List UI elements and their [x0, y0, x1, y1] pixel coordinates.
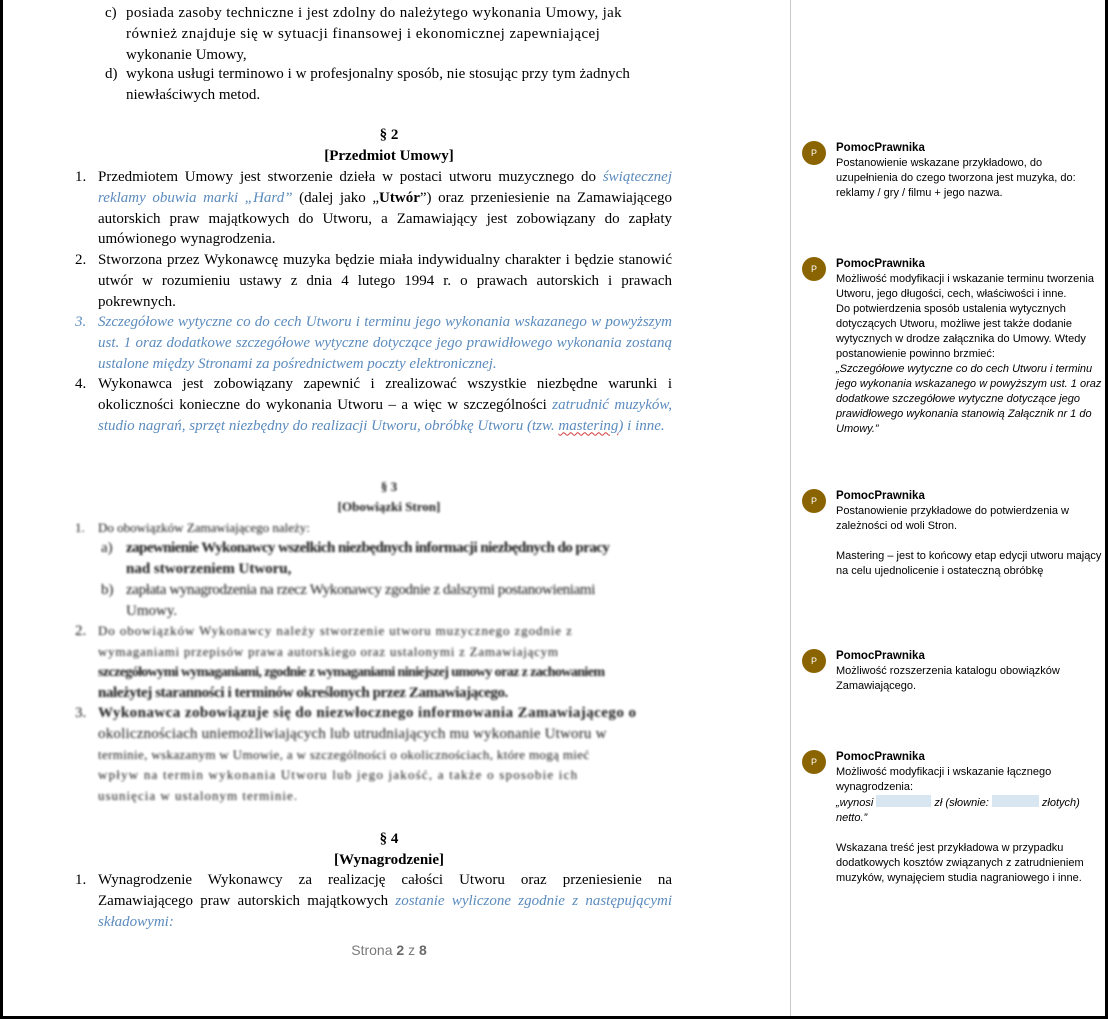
list-item-d-line: niewłaściwych metod. [126, 86, 261, 103]
text-run: ”) oraz przeniesienie na Zamawiającego autorskich praw majątkowych do Utworu, a Zamawiający jest zobowiązany do zapłaty umówionego wynagrodzenia. [98, 189, 672, 248]
comment-text: Wskazana treść jest przykładowa w przypadku dodatkowych kosztów związanych z zatrudnieniem muzyków, wynajęciem studia nagraniowego i inne. [836, 842, 1084, 884]
section-3-title: [Obowiązki Stron] [337, 499, 441, 514]
list-item-c-line: wykonanie Umowy, [126, 46, 247, 63]
comment-text: Do potwierdzenia sposób ustalenia wytycznych dotyczących Utworu, możliwe jest także dodanie wytycznych w drodze załącznika do Umowy. Wtedy postanowienie powinno brzmieć: [836, 303, 1086, 360]
footer-prefix: Strona [351, 942, 393, 958]
comment-author: PomocPrawnika [836, 490, 925, 502]
comment-body [836, 664, 1102, 694]
section-3-paragraph-2 [98, 621, 672, 704]
paragraph-number: 2. [75, 623, 87, 639]
list-item-c-line: posiada zasoby techniczne i jest zdolny do należytego wykonania Umowy, jak [126, 5, 623, 21]
words-blank[interactable] [992, 795, 1039, 807]
list-item-b-line: zapłata wynagrodzenia na rzecz Wykonawcy zgodnie z dalszymi postanowieniami [126, 582, 596, 598]
comment-text: Możliwość rozszerzenia katalogu obowiązków Zamawiającego. [836, 665, 1060, 692]
spellcheck-error[interactable]: mastering [558, 417, 619, 434]
section-2-title: [Przedmiot Umowy] [324, 148, 454, 164]
list-marker-b: b) [101, 582, 114, 598]
section-2-paragraph-1[interactable] [98, 167, 672, 250]
section-3-paragraph-3-line: Wykonawca zobowiązuje się do niezwłocznego informowania Zamawiającego o [98, 705, 637, 721]
paragraph-number: 3. [75, 705, 87, 721]
avatar: P [802, 750, 826, 774]
section-3-heading: § 3 [380, 479, 398, 494]
section-3-paragraph-3-line: okolicznościach uniemożliwiających lub utrudniających mu wykonanie Utworu w [98, 725, 607, 742]
section-4-paragraph-1[interactable] [98, 870, 672, 932]
list-marker-c: c) [105, 5, 117, 21]
amount-blank[interactable] [876, 795, 931, 807]
comment-text: Możliwość modyfikacji i wskazanie łącznego wynagrodzenia: [836, 766, 1052, 793]
avatar: P [802, 489, 826, 513]
section-3-paragraph-3 [98, 703, 672, 807]
paragraph-number: 2. [75, 252, 87, 268]
comment-body [836, 765, 1102, 886]
comment-body [836, 272, 1102, 437]
section-3-paragraph-3-line: usunięcia w ustalonym terminie. [98, 788, 298, 804]
avatar: P [802, 649, 826, 673]
avatar: P [802, 141, 826, 165]
text-run: Wykonawca jest zobowiązany zapewnić i zrealizować wszystkie niezbędne warunki i okoliczności konieczne do wykonania Utworu – a więc w szczególności [98, 376, 672, 413]
comment-quote: „Szczegółowe wytyczne co do cech Utworu i terminu jego wykonania wskazanego w powyższym ust. 1 oraz dodatkowe szczegółowe wytyczne dotyczące jego prawidłowego wykonania stanowią Załącznik nr 1 do Umowy.” [836, 363, 1102, 435]
list-marker-d: d) [105, 66, 118, 82]
comment-anchor-highlight[interactable]: świątecznej reklamy obuwia marki „Hard” [98, 169, 672, 206]
section-2-paragraph-4[interactable] [98, 374, 672, 436]
current-page-number: 2 [396, 942, 405, 958]
comment-anchor-highlight[interactable]: zostanie wyliczone zgodnie z następującymi składowymi: [98, 892, 672, 930]
text-run: „wynosi [836, 797, 877, 809]
paragraph-number: 3. [75, 314, 87, 330]
paragraph-number: 1. [75, 872, 87, 888]
text-run: złotych) netto.” [836, 797, 1080, 824]
list-item-b-line: Umowy. [126, 602, 178, 619]
comment-author: PomocPrawnika [836, 650, 925, 662]
list-item-b [126, 580, 671, 622]
list-item-c[interactable] [126, 3, 671, 65]
list-item-c-line: również znajduje się w sytuacji finansowej i ekonomicznej zapewniającej [126, 25, 601, 42]
comment-author: PomocPrawnika [836, 258, 925, 270]
list-item-a [126, 538, 671, 580]
text-run: Przedmiotem Umowy jest stworzenie dzieła w postaci utworu muzycznego do [98, 169, 603, 185]
section-3-paragraph-2-line: szczegółowymi wymaganiami, zgodnie z wymaganiami niniejszej umowy oraz z zachowaniem [98, 664, 605, 680]
section-3-paragraph-2-line: należytej staranności i terminów określonych przez Zamawiającego. [98, 685, 508, 702]
list-item-a-line: zapewnienie Wykonawcy wszelkich niezbędnych informacji niezbędnych do pracy [126, 540, 610, 556]
list-item-d-line: wykona usługi terminowo i w profesjonalny sposób, nie stosując przy tym żadnych [126, 66, 630, 82]
comment-text: Mastering – jest to końcowy etap edycji utworu mający na celu ujednolicenie i ostateczną obróbkę [836, 550, 1102, 577]
comment-text: Postanowienie wskazane przykładowo, do uzupełnienia do czego tworzona jest muzyka, do: reklamy / gry / filmu + jego nazwa. [836, 157, 1076, 199]
page-footer [3, 942, 775, 958]
section-3-paragraph-2-line: Do obowiązków Wykonawcy należy stworzenie utworu muzycznego zgodnie z [98, 623, 573, 638]
section-2-heading: § 2 [379, 127, 399, 143]
text-run: zł (słownie: [931, 797, 992, 809]
text-run: ) i inne. [618, 417, 665, 434]
document-page[interactable] [3, 0, 789, 1016]
list-item-a-line: nad stworzeniem Utworu, [126, 560, 292, 577]
footer-separator: z [408, 942, 416, 958]
list-marker-a: a) [101, 540, 113, 556]
paragraph-number: 1. [75, 520, 85, 535]
paragraph-number: 4. [75, 376, 87, 392]
text-run: zatrudnić muzyków, studio nagrań, sprzęt niezbędny do realizacji Utworu, obróbkę Utworu (tzw. [98, 396, 673, 434]
comment-text: Możliwość modyfikacji i wskazanie terminu tworzenia Utworu, jego długości, cech, właściwości i inne. [836, 273, 1094, 300]
comment-text: Postanowienie przykładowe do potwierdzenia w zależności od woli Stron. [836, 505, 1069, 532]
total-pages: 8 [418, 942, 427, 958]
section-3-paragraph-1: Do obowiązków Zamawiającego należy: [98, 520, 310, 535]
comment-author: PomocPrawnika [836, 142, 925, 154]
section-4-title: [Wynagrodzenie] [334, 852, 444, 868]
list-item-d[interactable] [126, 64, 671, 106]
section-2-paragraph-2[interactable]: Stworzona przez Wykonawcę muzyka będzie miała indywidualny charakter i będzie stanowić utwór w rozumieniu ustawy z dnia 4 lutego 1994 r. o prawach autorskich i prawach pokrewnych. [98, 252, 672, 310]
section-3-paragraph-3-line: wpływ na termin wykonania Utworu lub jego jakość, a także o sposobie ich [98, 767, 579, 783]
section-3-paragraph-3-line: terminie, wskazanym w Umowie, a w szczególności o okolicznościach, które mogą mieć [98, 746, 590, 762]
comment-author: PomocPrawnika [836, 751, 925, 763]
section-3-paragraph-2-line: wymaganiami przepisów prawa autorskiego oraz ustalonymi z Zamawiającym [98, 643, 559, 659]
section-4-heading: § 4 [379, 831, 399, 847]
section-2-paragraph-3[interactable]: Szczegółowe wytyczne co do cech Utworu i terminu jego wykonania wskazanego w powyższym ust. 1 oraz dodatkowe szczegółowe wytyczne dotyczące jego prawidłowego wykonania zostaną ustalone między Stronami za pośrednictwem poczty elektronicznej. [98, 314, 672, 372]
comment-body [836, 504, 1102, 579]
text-run: (dalej jako „ [292, 189, 380, 206]
text-run: Wynagrodzenie Wykonawcy za realizację całości Utworu oraz przeniesienie na Zamawiającego praw autorskich majątkowych [98, 872, 672, 909]
paragraph-number: 1. [75, 169, 87, 185]
avatar: P [802, 257, 826, 281]
comment-quote [836, 795, 1102, 826]
defined-term: Utwór [379, 189, 420, 206]
comment-body [836, 156, 1102, 201]
